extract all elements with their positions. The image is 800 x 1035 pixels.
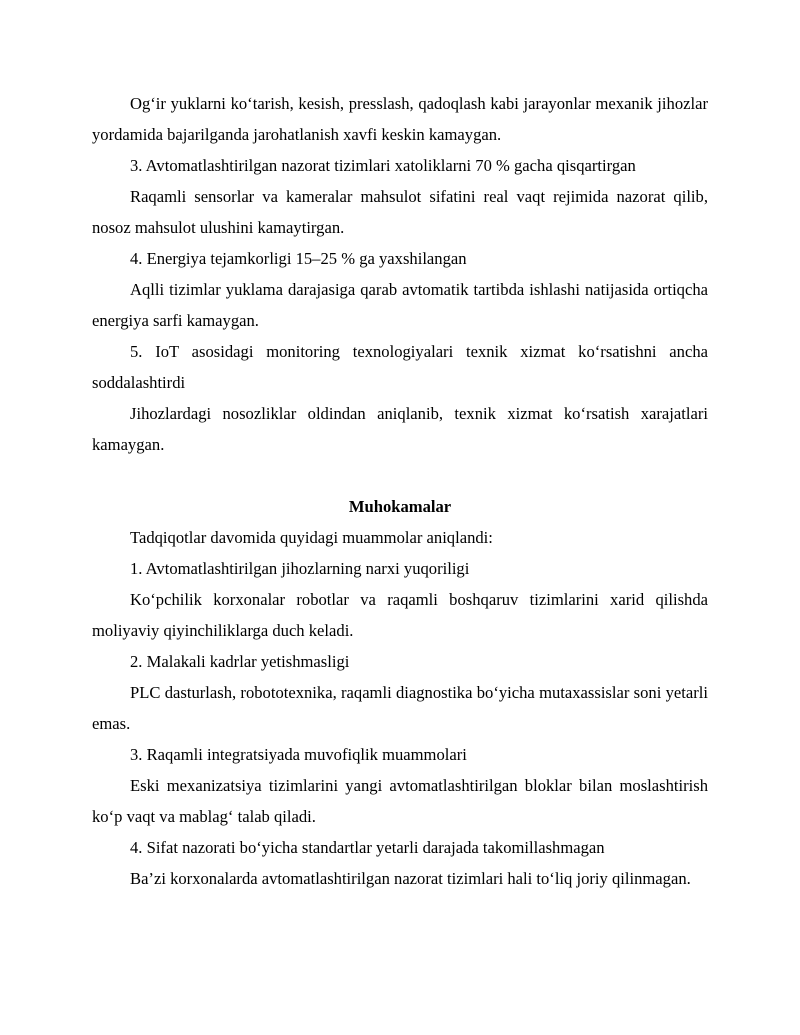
numbered-finding: 3. Avtomatlashtirilgan nazorat tizimlari xatoliklarni 70 % gacha qisqartirgan — [130, 156, 636, 175]
numbered-finding: 5. IoT asosidagi monitoring texnologiyalari texnik xizmat ko‘rsatishni ancha soddalashtirdi — [92, 342, 708, 392]
section-spacer — [92, 460, 708, 491]
section-heading: Muhokamalar — [348, 497, 452, 516]
paragraph: Jihozlardagi nosozliklar oldindan aniqlanib, texnik xizmat ko‘rsatish xarajatlari kamaygan. — [92, 404, 708, 454]
numbered-problem: 3. Raqamli integratsiyada muvofiqlik muammolari — [130, 745, 467, 764]
paragraph: Ba’zi korxonalarda avtomatlashtirilgan nazorat tizimlari hali to‘liq joriy qilinmagan. — [130, 869, 691, 888]
paragraph: Eski mexanizatsiya tizimlarini yangi avtomatlashtirilgan bloklar bilan moslashtirish ko‘p vaqt va mablag‘ talab qiladi. — [92, 776, 708, 826]
numbered-finding: 4. Energiya tejamkorligi 15–25 % ga yaxshilangan — [130, 249, 467, 268]
paragraph: Raqamli sensorlar va kameralar mahsulot sifatini real vaqt rejimida nazorat qilib, nosoz mahsulot ulushini kamaytirgan. — [92, 187, 708, 237]
paragraph: Aqlli tizimlar yuklama darajasiga qarab avtomatik tartibda ishlashi natijasida ortiqcha energiya sarfi kamaygan. — [92, 280, 708, 330]
document-body — [92, 88, 708, 894]
paragraph: Og‘ir yuklarni ko‘tarish, kesish, presslash, qadoqlash kabi jarayonlar mexanik jihozlar yordamida bajarilganda jarohatlanish xavfi keskin kamaygan. — [92, 94, 708, 144]
numbered-problem: 2. Malakali kadrlar yetishmasligi — [130, 652, 350, 671]
numbered-problem: 4. Sifat nazorati bo‘yicha standartlar yetarli darajada takomillashmagan — [130, 838, 605, 857]
paragraph: Tadqiqotlar davomida quyidagi muammolar aniqlandi: — [130, 528, 493, 547]
paragraph: PLC dasturlash, robototexnika, raqamli diagnostika bo‘yicha mutaxassislar soni yetarli emas. — [92, 683, 708, 733]
numbered-problem: 1. Avtomatlashtirilgan jihozlarning narxi yuqoriligi — [130, 559, 470, 578]
paragraph: Ko‘pchilik korxonalar robotlar va raqamli boshqaruv tizimlarini xarid qilishda moliyaviy qiyinchiliklarga duch keladi. — [92, 590, 708, 640]
